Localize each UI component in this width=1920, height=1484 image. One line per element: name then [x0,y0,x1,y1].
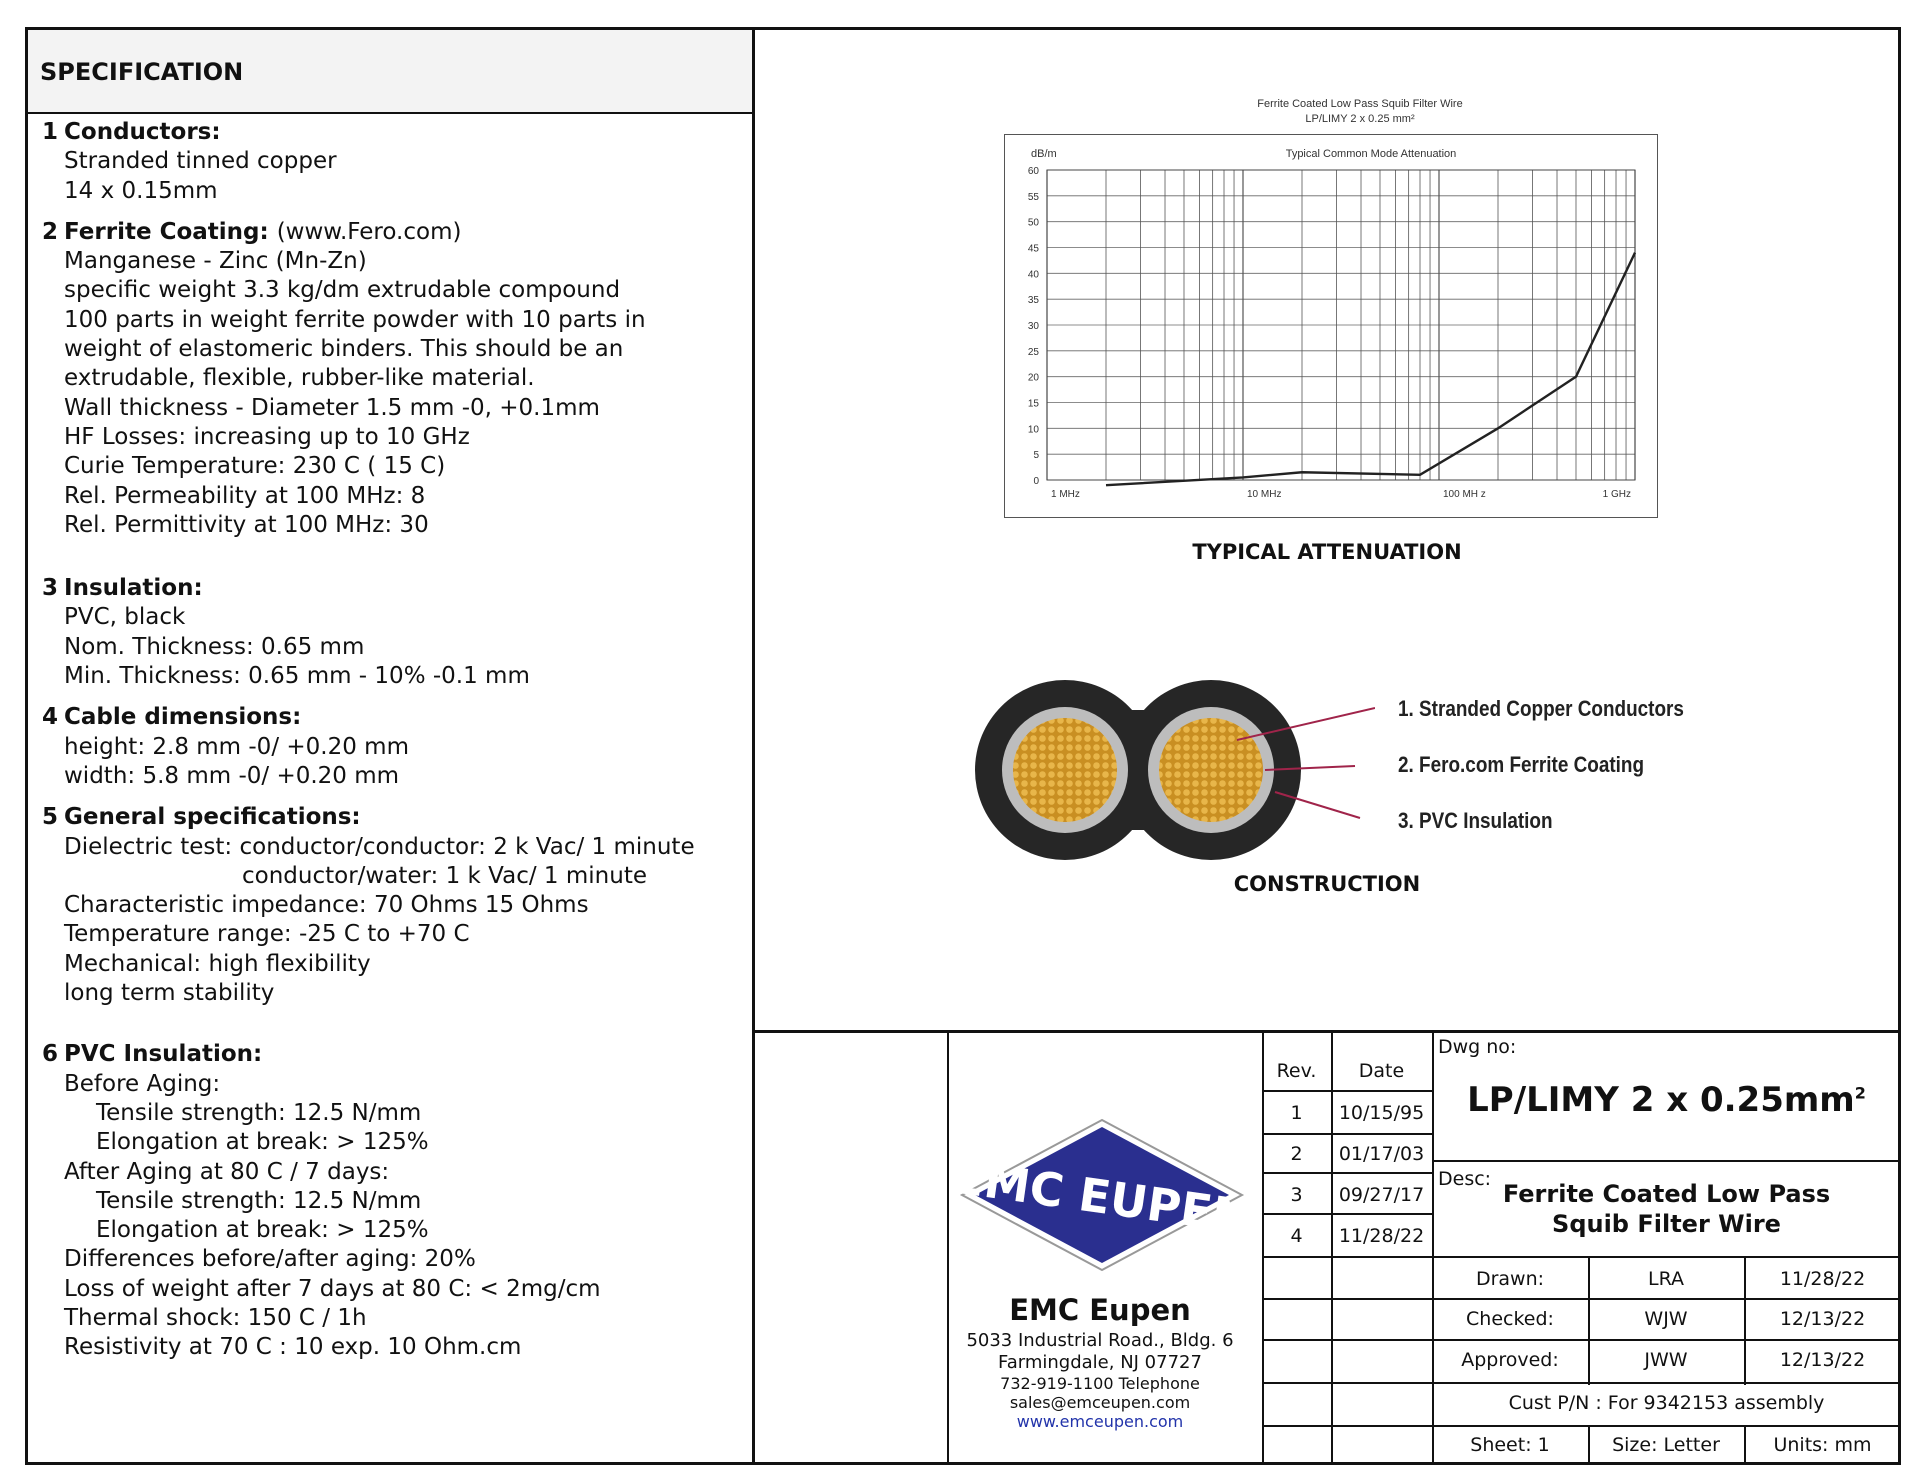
title-block-line [1262,1425,1901,1427]
drawn-date: 11/28/22 [1779,1268,1866,1290]
checked-label: Checked: [1466,1308,1554,1330]
copper-conductor-right [1159,718,1263,822]
chart-title: Ferrite Coated Low Pass Squib Filter Wire [1257,98,1463,110]
chart-svg [1005,135,1657,517]
drawing-number-superscript: 2 [1854,1083,1866,1103]
copper-conductor-left [1013,718,1117,822]
spec-line: PVC, black [64,604,186,631]
rev-number: 3 [1290,1184,1303,1206]
y-tick-label: 50 [1027,217,1039,229]
drawing-number [1432,1080,1901,1120]
approved-by: JWW [1644,1349,1688,1371]
spec-line: weight of elastomeric binders. This should be an [64,336,624,363]
section-pvc-insulation [42,1040,742,1362]
title-block-line [1262,1030,1264,1465]
section-heading: General specifications: [64,804,361,831]
spec-line: Tensile strength: 12.5 N/mm [96,1099,422,1126]
section-ferrite-coating [42,218,742,540]
spec-line: extrudable, flexible, rubber-like material. [64,365,535,392]
frame-divider [752,27,755,1465]
rev-header: Rev. [1276,1060,1317,1082]
section-heading: Conductors: [64,119,221,145]
legend-conductors: 1. Stranded Copper Conductors [1398,696,1684,721]
spec-line: HF Losses: increasing up to 10 GHz [64,423,470,450]
rev-number: 1 [1290,1102,1303,1124]
title-block-line [1262,1090,1432,1092]
dwg-label: Dwg no: [1438,1036,1517,1058]
title-block-line [1432,1160,1901,1162]
spec-line: Temperature range: -25 C to +70 C [64,921,470,948]
chart-subtitle: LP/LIMY 2 x 0.25 mm² [1305,113,1415,125]
y-tick-label: 35 [1027,295,1039,307]
spec-line: Min. Thickness: 0.65 mm - 10% -0.1 mm [64,663,530,690]
rev-date: 01/17/03 [1338,1143,1425,1165]
title-block-line [1262,1172,1432,1174]
checked-by: WJW [1644,1308,1688,1330]
y-tick-label: 5 [1033,450,1039,462]
spec-line: Resistivity at 70 C : 10 exp. 10 Ohm.cm [64,1334,522,1361]
spec-line: Tensile strength: 12.5 N/mm [96,1187,422,1214]
y-tick-label: 20 [1027,372,1039,384]
section-heading: PVC Insulation: [64,1041,263,1068]
section-number: 1 [42,119,59,145]
spec-line: Nom. Thickness: 0.65 mm [64,633,365,660]
spec-header [28,30,752,114]
spec-line: 100 parts in weight ferrite powder with 10 parts in [64,306,646,333]
attenuation-chart [1004,134,1658,518]
title-block-line [1262,1133,1432,1135]
drawn-by: LRA [1647,1268,1684,1290]
section-heading: Cable dimensions: [64,704,302,731]
spec-line: Characteristic impedance: 70 Ohms 15 Ohms [64,892,589,919]
rev-date: 09/27/17 [1338,1184,1425,1206]
company-website[interactable]: www.emceupen.com [1016,1412,1184,1431]
spec-line: width: 5.8 mm -0/ +0.20 mm [64,762,400,789]
x-tick-label: 100 MH z [1443,489,1486,500]
company-address-2: Farmingdale, NJ 07727 [998,1352,1202,1373]
spec-line: After Aging at 80 C / 7 days: [64,1158,390,1185]
spec-line: Mechanical: high flexibility [64,950,371,977]
section-number: 5 [42,804,59,831]
rev-date: 10/15/95 [1338,1102,1425,1124]
logo-text: EMC EUPEN [957,1149,1247,1245]
units: Units: mm [1773,1434,1872,1456]
emc-eupen-logo [957,1115,1247,1279]
checked-date: 12/13/22 [1779,1308,1866,1330]
section-link[interactable]: (www.Fero.com) [276,218,462,245]
section-heading: Insulation: [64,575,203,602]
title-block-line [1262,1382,1901,1384]
sheet-size: Size: Letter [1612,1434,1720,1456]
rev-date: 11/28/22 [1338,1225,1425,1247]
y-tick-label: 25 [1027,346,1039,358]
section-number: 3 [42,575,59,602]
section-conductors [42,118,742,206]
spec-line: Manganese - Zinc (Mn-Zn) [64,248,367,275]
spec-line: specific weight 3.3 kg/dm extrudable compound [64,277,621,304]
title-block-line [1262,1339,1901,1341]
spec-line: Stranded tinned copper [64,148,337,175]
company-name: EMC Eupen [1009,1293,1191,1327]
spec-line: Rel. Permeability at 100 MHz: 8 [64,482,426,509]
y-tick-label: 60 [1027,166,1039,177]
cable-svg [975,680,1375,860]
x-tick-label: 10 MHz [1247,489,1282,500]
sheet-number: Sheet: 1 [1470,1434,1550,1456]
rev-number: 4 [1290,1225,1303,1247]
section-cable-dimensions [42,703,742,791]
section-insulation [42,574,742,691]
title-block-top-border [752,1030,1901,1033]
spec-line: Wall thickness - Diameter 1.5 mm -0, +0.1mm [64,394,600,421]
title-block-line [1331,1030,1333,1465]
drawn-label: Drawn: [1475,1268,1545,1290]
rev-number: 2 [1290,1143,1303,1165]
y-tick-label: 40 [1027,269,1039,281]
company-address-1: 5033 Industrial Road., Bldg. 6 [966,1330,1234,1351]
description-line-1: Ferrite Coated Low Pass [1502,1180,1831,1208]
company-phone: 732-919-1100 Telephone [1000,1374,1200,1393]
y-tick-label: 30 [1027,321,1039,332]
description-line-2: Squib Filter Wire [1552,1210,1781,1238]
spec-line: Rel. Permittivity at 100 MHz: 30 [64,511,429,538]
approved-date: 12/13/22 [1779,1349,1866,1371]
spec-line: Loss of weight after 7 days at 80 C: < 2mg/cm [64,1275,601,1302]
chart-caption: TYPICAL ATTENUATION [1192,540,1462,564]
legend-ferrite: 2. Fero.com Ferrite Coating [1398,752,1645,777]
company-email[interactable]: sales@emceupen.com [1009,1393,1191,1412]
construction-caption: CONSTRUCTION [1233,872,1421,896]
spec-line: Before Aging: [64,1070,221,1097]
y-tick-label: 55 [1027,191,1039,203]
spec-line: Curie Temperature: 230 C ( 15 C) [64,453,446,480]
section-number: 2 [42,218,59,245]
spec-line: Elongation at break: > 125% [96,1217,429,1244]
title-block-line [1262,1298,1901,1300]
legend-insulation: 3. PVC Insulation [1398,808,1553,833]
cable-cross-section [975,680,1375,864]
spec-line: Thermal shock: 150 C / 1h [64,1304,367,1331]
approved-label: Approved: [1461,1349,1559,1371]
spec-line: conductor/water: 1 k Vac/ 1 minute [242,862,647,889]
spec-body [42,118,742,1375]
section-number: 4 [42,704,59,731]
spec-line: Elongation at break: > 125% [96,1129,429,1156]
desc-label: Desc: [1438,1168,1492,1190]
section-number: 6 [42,1041,59,1068]
title-block-line [1262,1213,1432,1215]
x-tick-label: 1 MHz [1051,489,1080,500]
logo-svg [957,1115,1247,1275]
y-tick-label: 10 [1027,424,1039,436]
spec-line: Dielectric test: conductor/conductor: 2 k Vac/ 1 minute [64,833,695,860]
customer-part-number: Cust P/N : For 9342153 assembly [1508,1392,1825,1414]
spec-line: Differences before/after aging: 20% [64,1246,476,1273]
spec-line: height: 2.8 mm -0/ +0.20 mm [64,733,409,760]
drawing-number-text: LP/LIMY 2 x 0.25mm [1467,1080,1855,1120]
title-block-line [1262,1256,1901,1258]
y-tick-label: 45 [1027,243,1039,255]
spec-line: long term stability [64,980,275,1007]
date-header: Date [1358,1060,1405,1082]
y-axis-label: dB/m [1031,148,1057,160]
attenuation-series-line [1106,253,1635,486]
section-general-specifications [42,803,742,1008]
spec-line: 14 x 0.15mm [64,177,218,204]
plot-title: Typical Common Mode Attenuation [1285,148,1457,160]
y-tick-label: 0 [1033,476,1039,487]
x-tick-label: 1 GHz [1602,489,1631,500]
spec-title: SPECIFICATION [40,58,244,86]
y-tick-label: 15 [1027,398,1039,410]
section-heading: Ferrite Coating: [64,218,269,245]
